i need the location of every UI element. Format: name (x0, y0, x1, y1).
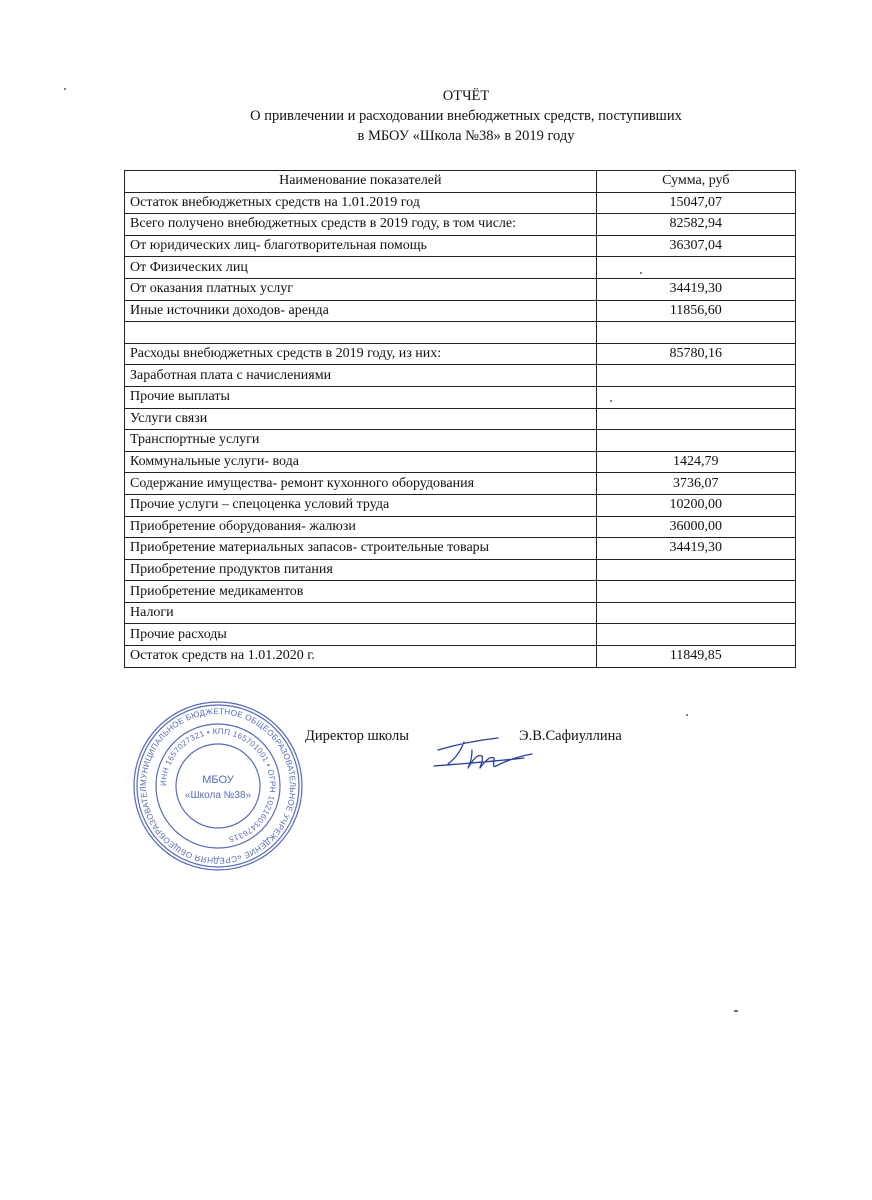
row-indicator-name: Заработная плата с начислениями (125, 365, 597, 387)
row-indicator-name: Налоги (125, 602, 597, 624)
row-sum-value (596, 257, 795, 279)
table-row (125, 516, 796, 538)
table-row (125, 322, 796, 344)
row-sum-value: 11856,60 (596, 300, 795, 322)
table-body (125, 192, 796, 667)
report-header (0, 86, 872, 146)
signer-position: Директор школы (305, 728, 409, 744)
row-sum-value: 11849,85 (596, 646, 795, 668)
table-header-row (125, 171, 796, 193)
row-indicator-name: Услуги связи (125, 408, 597, 430)
row-sum-value: 15047,07 (596, 192, 795, 214)
row-sum-value: 85780,16 (596, 343, 795, 365)
scan-speck (686, 714, 688, 716)
table-row (125, 451, 796, 473)
column-header-sum: Сумма, руб (596, 171, 795, 193)
row-sum-value (596, 322, 795, 344)
row-indicator-name: Приобретение материальных запасов- строительные товары (125, 538, 597, 560)
row-sum-value: 1424,79 (596, 451, 795, 473)
row-sum-value (596, 408, 795, 430)
scan-speck (640, 272, 642, 274)
table-row (125, 235, 796, 257)
report-title: ОТЧЁТ (442, 88, 490, 104)
row-sum-value: 3736,07 (596, 473, 795, 495)
table-row (125, 646, 796, 668)
row-indicator-name: Транспортные услуги (125, 430, 597, 452)
row-sum-value (596, 624, 795, 646)
row-indicator-name: Остаток средств на 1.01.2020 г. (125, 646, 597, 668)
stamp-inner-ring-text: ИНН 1657027321 • КПП 165701001 • ОГРН 1021603476315 (158, 726, 278, 844)
row-indicator-name: Приобретение продуктов питания (125, 559, 597, 581)
scan-speck (64, 88, 66, 90)
table-row (125, 494, 796, 516)
table-row (125, 624, 796, 646)
row-sum-value: 82582,94 (596, 214, 795, 236)
row-indicator-name: От оказания платных услуг (125, 278, 597, 300)
row-sum-value (596, 430, 795, 452)
row-indicator-name (125, 322, 597, 344)
row-indicator-name: Иные источники доходов- аренда (125, 300, 597, 322)
table-row (125, 300, 796, 322)
table-row (125, 365, 796, 387)
table-row (125, 386, 796, 408)
row-indicator-name: Прочие выплаты (125, 386, 597, 408)
row-indicator-name: Прочие услуги – спецоценка условий труда (125, 494, 597, 516)
stamp-center-line1: МБОУ (202, 774, 234, 786)
table-row (125, 343, 796, 365)
row-indicator-name: Приобретение оборудования- жалюзи (125, 516, 597, 538)
table-row (125, 278, 796, 300)
row-indicator-name: Содержание имущества- ремонт кухонного оборудования (125, 473, 597, 495)
row-indicator-name: Прочие расходы (125, 624, 597, 646)
row-sum-value (596, 602, 795, 624)
row-sum-value: 10200,00 (596, 494, 795, 516)
row-sum-value (596, 559, 795, 581)
table-row (125, 581, 796, 603)
row-sum-value: 36307,04 (596, 235, 795, 257)
report-table (124, 170, 796, 668)
report-subtitle-line2: в МБОУ «Школа №38» в 2019 году (357, 128, 575, 144)
table-row (125, 602, 796, 624)
row-indicator-name: Остаток внебюджетных средств на 1.01.2019 год (125, 192, 597, 214)
table-row (125, 214, 796, 236)
table-row (125, 257, 796, 279)
row-sum-value (596, 386, 795, 408)
stamp-graphic (132, 700, 304, 872)
report-subtitle-line1: О привлечении и расходовании внебюджетных средств, поступивших (250, 108, 682, 124)
school-stamp (132, 700, 304, 872)
row-sum-value: 34419,30 (596, 538, 795, 560)
table-row (125, 430, 796, 452)
table-row (125, 192, 796, 214)
table-row (125, 559, 796, 581)
signer-name: Э.В.Сафиуллина (519, 728, 622, 744)
column-header-name: Наименование показателей (125, 171, 597, 193)
stamp-center-line2: «Школа №38» (184, 790, 252, 801)
row-sum-value: 34419,30 (596, 278, 795, 300)
row-sum-value (596, 581, 795, 603)
row-indicator-name: От Физических лиц (125, 257, 597, 279)
row-indicator-name: Приобретение медикаментов (125, 581, 597, 603)
scan-speck (734, 1010, 738, 1012)
scan-speck (610, 400, 612, 402)
row-indicator-name: Всего получено внебюджетных средств в 2019 году, в том числе: (125, 214, 597, 236)
row-indicator-name: Расходы внебюджетных средств в 2019 году, из них: (125, 343, 597, 365)
table-row (125, 473, 796, 495)
row-indicator-name: Коммунальные услуги- вода (125, 451, 597, 473)
table-row (125, 538, 796, 560)
row-indicator-name: От юридических лиц- благотворительная помощь (125, 235, 597, 257)
stamp-ring-text: МУНИЦИПАЛЬНОЕ БЮДЖЕТНОЕ ОБЩЕОБРАЗОВАТЕЛЬНОЕ УЧРЕЖДЕНИЕ «СРЕДНЯЯ ОБЩЕОБРАЗОВАТЕЛ (138, 706, 298, 866)
row-sum-value: 36000,00 (596, 516, 795, 538)
table-row (125, 408, 796, 430)
row-sum-value (596, 365, 795, 387)
